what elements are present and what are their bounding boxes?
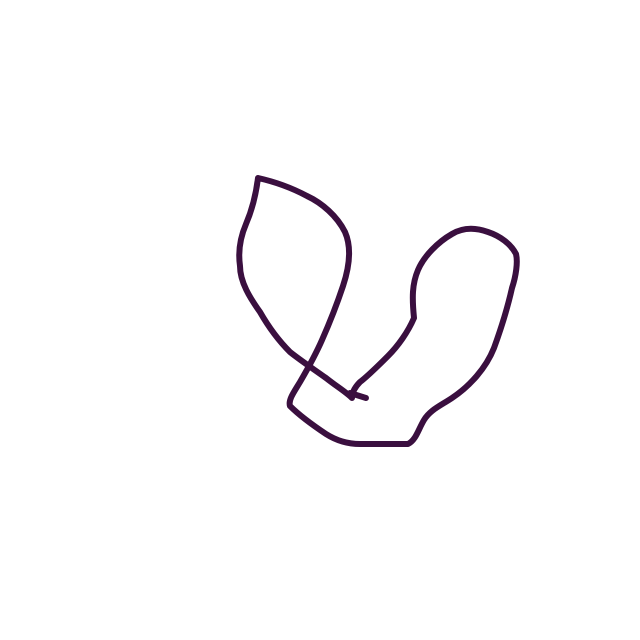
hand-drawn-stroke <box>239 178 517 444</box>
